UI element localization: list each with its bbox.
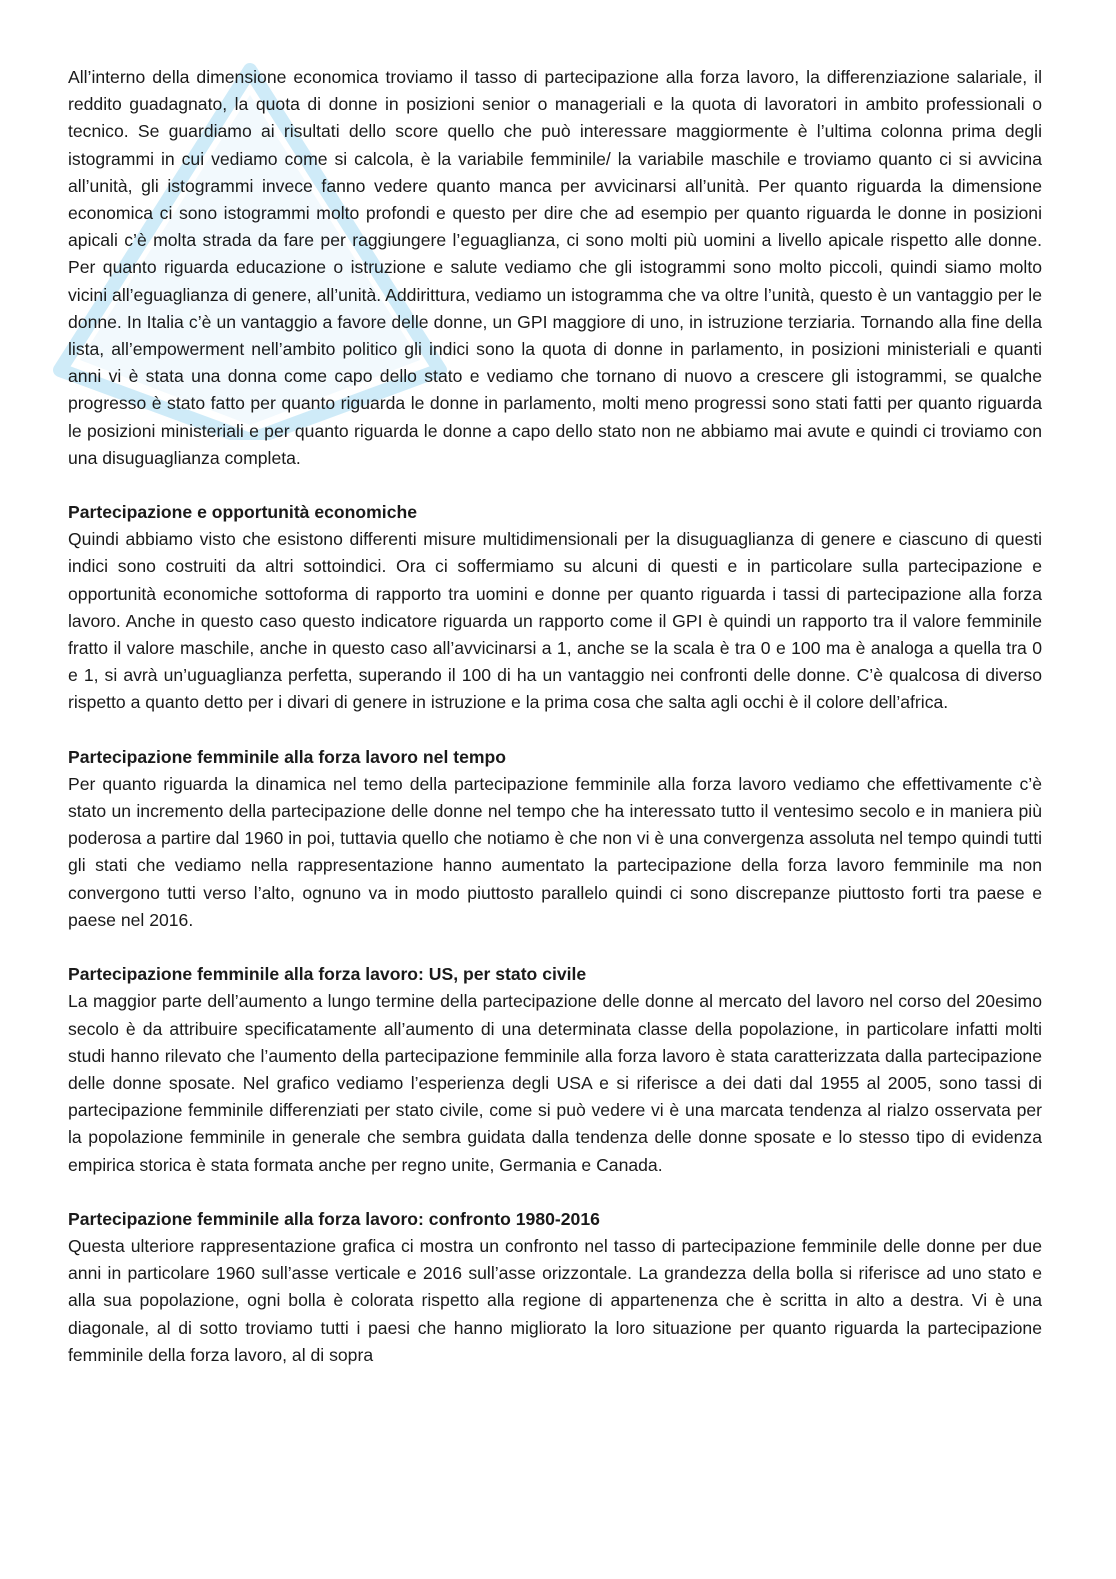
heading-partecipazione-nel-tempo: Partecipazione femminile alla forza lavoro nel tempo [68,746,507,767]
paragraph-intro: All’interno della dimensione economica troviamo il tasso di partecipazione alla forza lavoro, la differenziazione salariale, il reddito guadagnato, la quota di donne in posizioni senior o manageriali e la quota di lavoratori in ambito professionali o tecnico. Se guardiamo ai risultati dello score quello che può interessare maggiormente è l’ultima colonna prima degli istogrammi in cui vediamo come si calcola, è la variabile femminile/ la variabile maschile e troviamo quanto ci si avvicina all’unità, gli istogrammi invece fanno vedere quanto manca per avvicinarsi all’unità. Per quanto riguarda la dimensione economica ci sono istogrammi molto profondi e questo per dire che ad esempio per quanto riguarda le donne in posizioni apicali c’è molta strada da fare per raggiungere l’eguaglianza, ci sono molti più uomini a livello apicale rispetto alle donne. Per quanto riguarda educazione o istruzione e salute vediamo che gli istogrammi sono molto piccoli, quindi siamo molto vicini all’eguaglianza di genere, all’unità. Addirittura, vediamo un istogramma che va oltre l’unità, questo è un vantaggio per le donne. In Italia c’è un vantaggio a favore delle donne, un GPI maggiore di uno, in istruzione terziaria. Tornando alla fine della lista, all’empowerment nell’ambito politico gli indici sono la quota di donne in parlamento, in posizioni ministeriali e quanti anni vi è stata una donna come capo dello stato e vediamo che tornano di nuovo a crescere gli istogrammi, se qualche progresso è stato fatto per quanto riguarda le donne in parlamento, molti meno progressi sono stati fatti per quanto riguarda le posizioni ministeriali e per quanto riguarda le donne a capo dello stato non ne abbiamo mai avute e quindi ci troviamo con una disuguaglianza completa. [68,67,1042,468]
heading-stato-civile: Partecipazione femminile alla forza lavoro: US, per stato civile [68,964,587,985]
paragraph-confronto: Questa ulteriore rappresentazione grafica ci mostra un confronto nel tasso di partecipazione femminile delle donne per due anni in particolare 1960 sull’asse verticale e 2016 sull’asse orizzontale. La grandezza della bolla si riferisce ad uno stato e alla sua popolazione, ogni bolla è colorata rispetto alla regione di appartenenza che è scritta in alto a destra. Vi è una diagonale, al di sotto troviamo tutti i paesi che hanno migliorato la loro situazione per quanto riguarda la partecipazione femminile della forza lavoro, al di sopra [68,1235,1042,1365]
paragraph-stato-civile: La maggior parte dell’aumento a lungo termine della partecipazione delle donne al mercato del lavoro nel corso del 20esimo secolo è da attribuire specificatamente all’aumento di una determinata classe della popolazione, in particolare infatti molti studi hanno rilevato che l’aumento della partecipazione femminile alla forza lavoro è stata caratterizzata dalla partecipazione delle donne sposate. Nel grafico vediamo l’esperienza degli USA e si riferisce a dei dati dal 1955 al 2005, sono tassi di partecipazione femminile differenziati per stato civile, come si può vedere vi è una marcata tendenza al rialzo osservata per la popolazione femminile in generale che sembra guidata dalla tendenza delle donne sposate e lo stesso tipo di evidenza empirica storica è stata formata anche per regno unite, Germania e Canada. [68,991,1042,1175]
paragraph-partecipazione-nel-tempo: Per quanto riguarda la dinamica nel temo della partecipazione femminile alla forza lavoro vediamo che effettivamente c’è stato un incremento della partecipazione delle donne nel tempo che ha interessato tutto il ventesimo secolo e in maniera più poderosa a partire dal 1960 in poi, tuttavia quello che notiamo è che non vi è una convergenza assoluta nel tempo quindi tutti gli stati che vediamo nella rappresentazione hanno aumentato la partecipazione della forza lavoro femminile ma non convergono tutti verso l’alto, ognuno va in modo piuttosto parallelo quindi ci sono discrepanze piuttosto forti tra paese e paese nel 2016. [68,773,1042,930]
paragraph-partecipazione-opportunita: Quindi abbiamo visto che esistono differenti misure multidimensionali per la disuguaglianza di genere e ciascuno di questi indici sono costruiti da altri sottoindici. Ora ci soffermiamo su alcuni di questi e in particolare sulla partecipazione e opportunità economiche sottoforma di rapporto tra uomini e donne per quanto riguarda i tassi di partecipazione alla forza lavoro. Anche in questo caso questo indicatore riguarda un rapporto come il GPI è quindi un rapporto tra il valore femminile fratto il valore maschile, anche in questo caso all’avvicinarsi a 1, anche se la scala è tra 0 e 100 ma è analoga a quella tra 0 e 1, si avrà un’uguaglianza perfetta, superando il 100 di ha un vantaggio nei confronti delle donne. C’è qualcosa di diverso rispetto a quanto detto per i divari di genere in istruzione e la prima cosa che salta agli occhi è il colore dell’africa. [68,529,1042,713]
heading-partecipazione-opportunita: Partecipazione e opportunità economiche [68,502,418,523]
document-page [68,64,1042,1369]
heading-confronto: Partecipazione femminile alla forza lavoro: confronto 1980-2016 [68,1208,600,1229]
